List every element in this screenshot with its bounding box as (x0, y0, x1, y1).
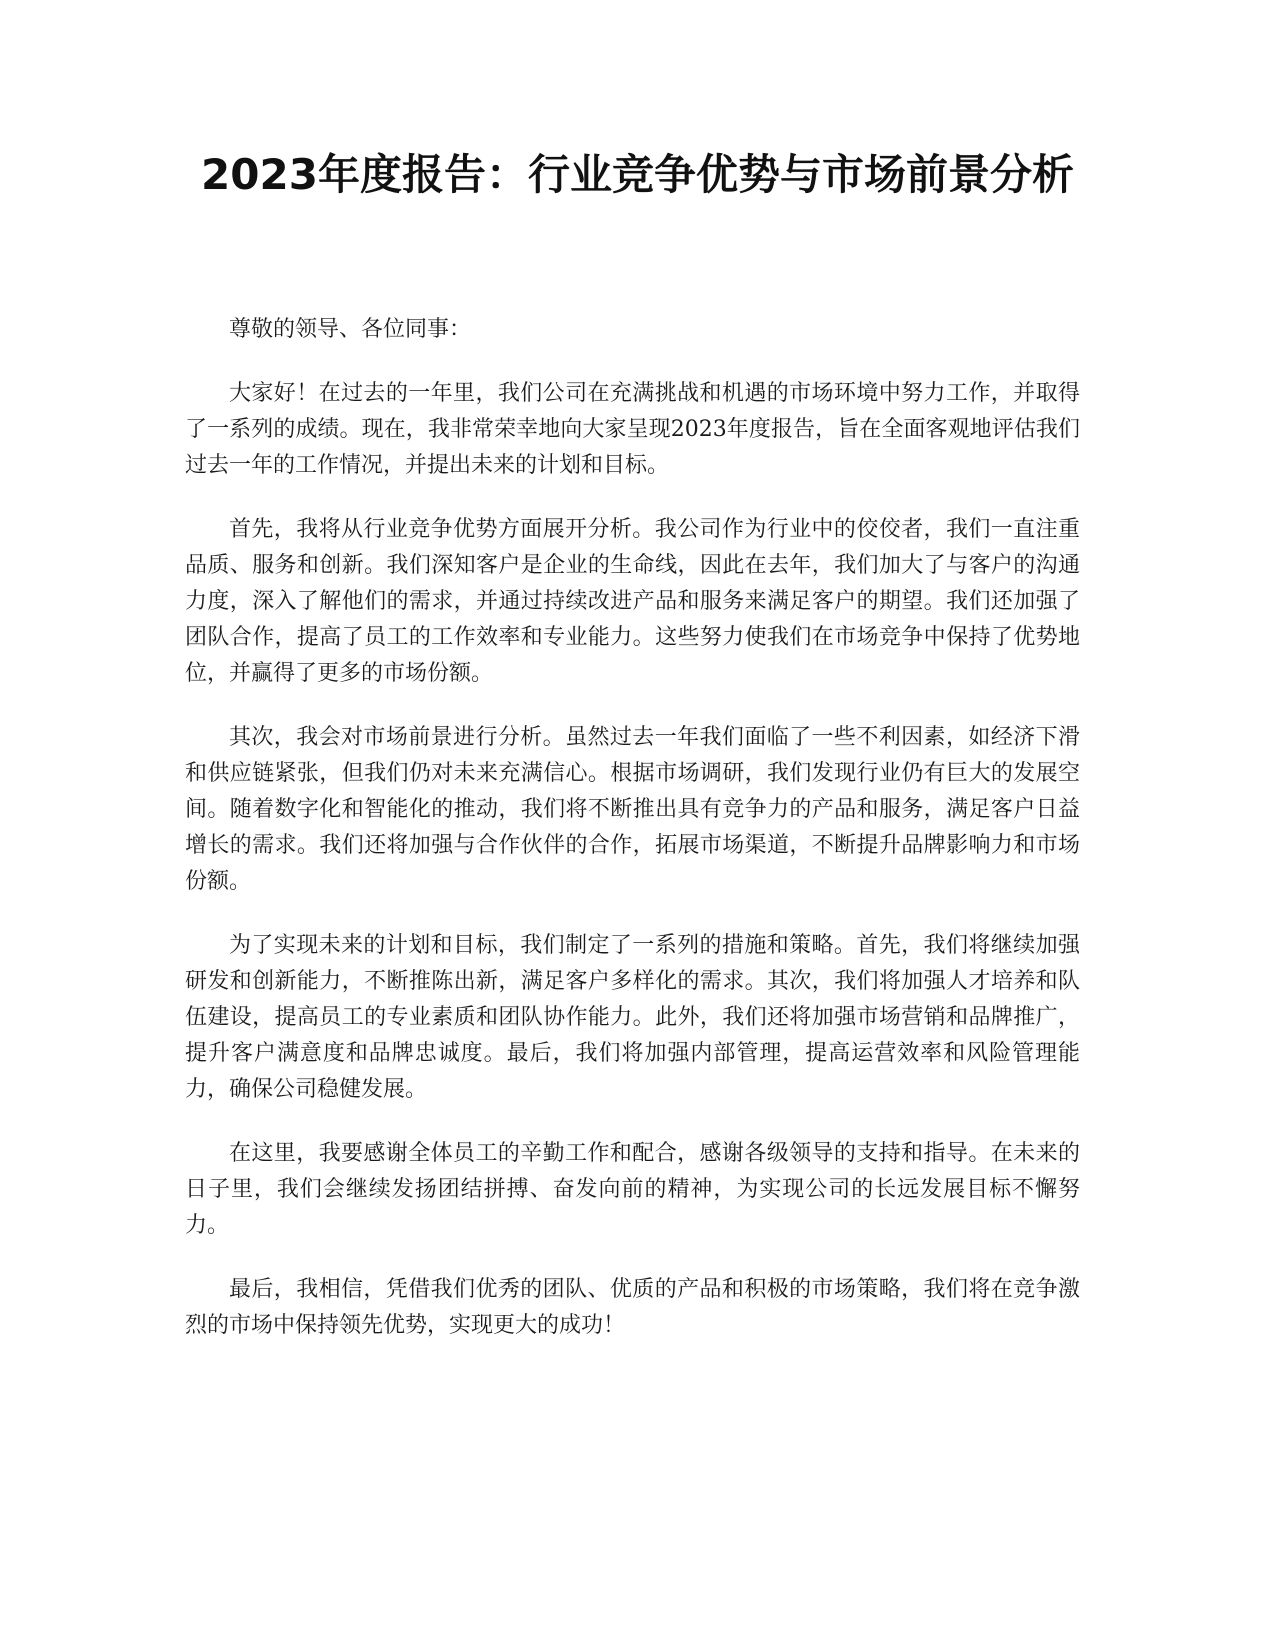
body-paragraph: 在这里，我要感谢全体员工的辛勤工作和配合，感谢各级领导的支持和指导。在未来的日子里，我们会继续发扬团结拼搏、奋发向前的精神，为实现公司的长远发展目标不懈努力。 (185, 1141, 1080, 1238)
document-body (185, 312, 1080, 1372)
body-paragraph: 其次，我会对市场前景进行分析。虽然过去一年我们面临了一些不利因素，如经济下滑和供应链紧张，但我们仍对未来充满信心。根据市场调研，我们发现行业仍有巨大的发展空间。随着数字化和智能化的推动，我们将不断推出具有竞争力的产品和服务，满足客户日益增长的需求。我们还将加强与合作伙伴的合作，拓展市场渠道，不断提升品牌影响力和市场份额。 (185, 725, 1080, 894)
body-paragraph: 大家好！在过去的一年里，我们公司在充满挑战和机遇的市场环境中努力工作，并取得了一系列的成绩。现在，我非常荣幸地向大家呈现2023年度报告，旨在全面客观地评估我们过去一年的工作情况，并提出未来的计划和目标。 (185, 381, 1080, 478)
document-title: 2023年度报告：行业竞争优势与市场前景分析 (201, 150, 1074, 199)
greeting-paragraph: 尊敬的领导、各位同事： (229, 317, 472, 342)
body-paragraph: 首先，我将从行业竞争优势方面展开分析。我公司作为行业中的佼佼者，我们一直注重品质、服务和创新。我们深知客户是企业的生命线，因此在去年，我们加大了与客户的沟通力度，深入了解他们的需求，并通过持续改进产品和服务来满足客户的期望。我们还加强了团队合作，提高了员工的工作效率和专业能力。这些努力使我们在市场竞争中保持了优势地位，并赢得了更多的市场份额。 (185, 517, 1080, 686)
body-paragraph: 为了实现未来的计划和目标，我们制定了一系列的措施和策略。首先，我们将继续加强研发和创新能力，不断推陈出新，满足客户多样化的需求。其次，我们将加强人才培养和队伍建设，提高员工的专业素质和团队协作能力。此外，我们还将加强市场营销和品牌推广，提升客户满意度和品牌忠诚度。最后，我们将加强内部管理，提高运营效率和风险管理能力，确保公司稳健发展。 (185, 933, 1080, 1102)
body-paragraph: 最后，我相信，凭借我们优秀的团队、优质的产品和积极的市场策略，我们将在竞争激烈的市场中保持领先优势，实现更大的成功！ (185, 1277, 1080, 1338)
